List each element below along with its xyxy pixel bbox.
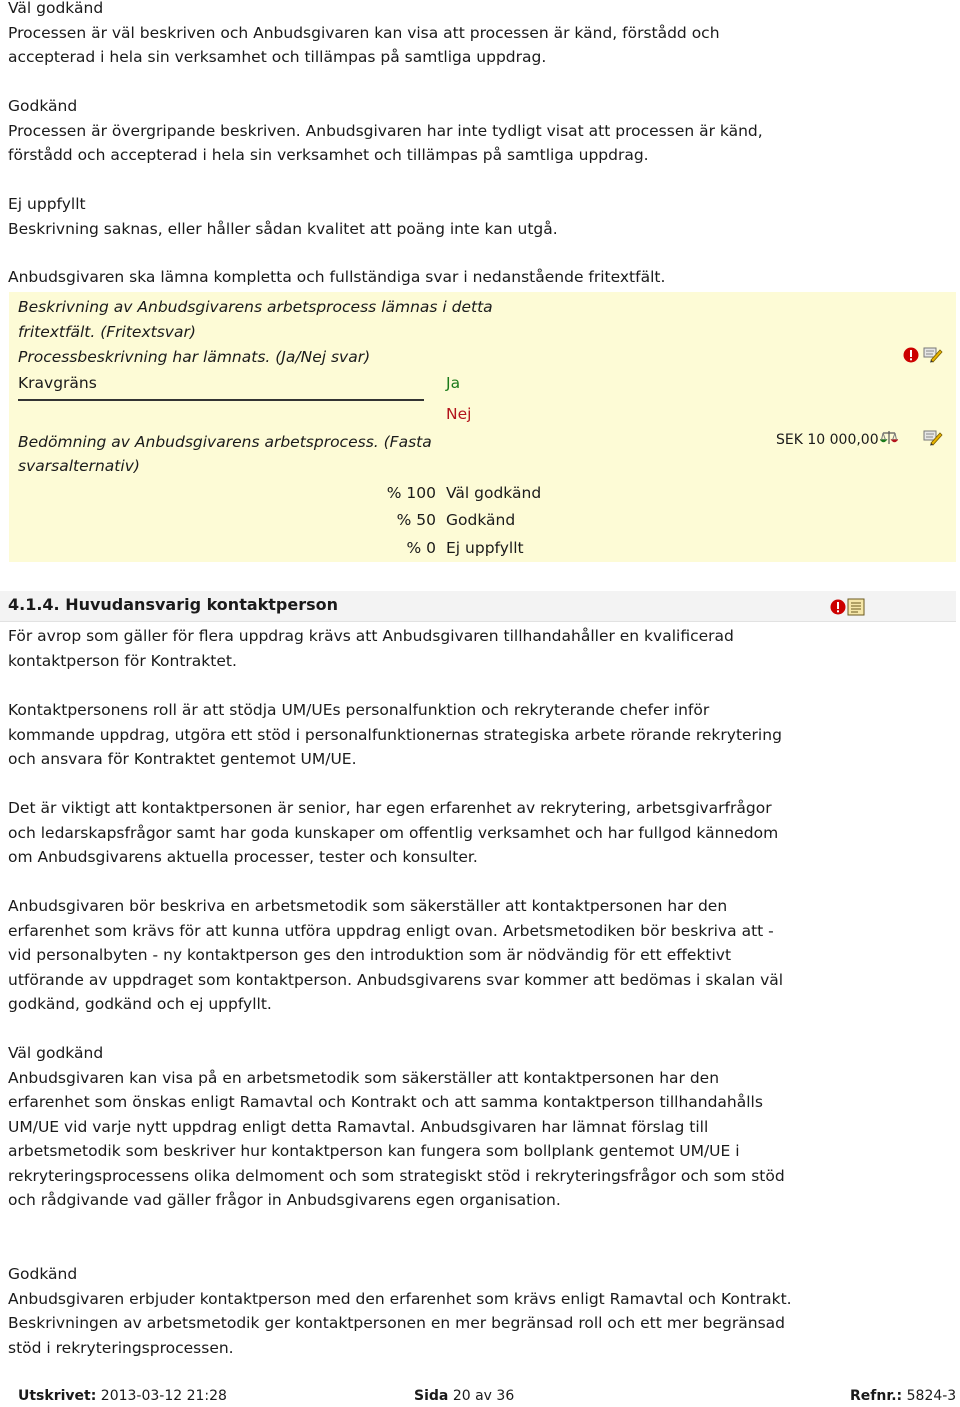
top-text-2	[8, 94, 798, 168]
heading-godkand: Godkänd	[8, 97, 78, 115]
section-block-5	[8, 1041, 793, 1213]
para-instruction: Anbudsgivaren ska lämna kompletta och fullständiga svar i nedanstående fritextfält.	[8, 268, 666, 286]
heading-ej-uppfyllt: Ej uppfyllt	[8, 195, 86, 213]
footer-page-total: 36	[496, 1388, 515, 1404]
footer-printed-label: Utskrivet:	[18, 1388, 97, 1404]
question-fasta: Bedömning av Anbudsgivarens arbetsprocess. (Fasta svarsalternativ)	[18, 433, 432, 475]
option-ja[interactable]: Ja	[446, 374, 461, 392]
amount-value: SEK 10 000,00	[776, 432, 879, 448]
question-fritext: Beskrivning av Anbudsgivarens arbetsprocess lämnas i detta fritextfält. (Fritextsvar)	[18, 298, 493, 341]
footer-page-label: Sida	[414, 1388, 449, 1404]
option-pct-0: % 0	[406, 539, 436, 557]
footer-printed	[18, 1388, 227, 1404]
edit-pencil-icon[interactable]	[923, 345, 943, 367]
footer-page-of: av	[475, 1388, 492, 1404]
heading-godkand-2: Godkänd	[8, 1265, 78, 1283]
question-ja-nej: Processbeskrivning har lämnats. (Ja/Nej svar)	[18, 348, 371, 366]
section-para-6: Anbudsgivaren erbjuder kontaktperson med den erfarenhet som krävs enligt Ramavtal och Kontrakt. Beskrivningen av arbetsmetodik ger kontaktpersonen en mer begränsad roll och ett mer begränsad stöd i rekryteringsprocessen.	[8, 1289, 792, 1357]
section-para-2: Kontaktpersonens roll är att stödja UM/UEs personalfunktion och rekryterande chefer inför kommande uppdrag, utgöra ett stöd i personalfunktionernas strategiska arbete rörande rekrytering och ansvara för Kontraktet gentemot UM/UE.	[8, 701, 782, 768]
warning-icon[interactable]	[830, 599, 846, 619]
option-nej[interactable]: Nej	[446, 405, 472, 423]
kravgrans-label: Kravgräns	[18, 374, 97, 392]
option-label-godkand[interactable]: Godkänd	[446, 511, 516, 529]
section-para-1: För avrop som gäller för flera uppdrag krävs att Anbudsgivaren tillhandahåller en kvalificerad kontaktperson för Kontraktet.	[8, 627, 734, 670]
para-val-godkand: Processen är väl beskriven och Anbudsgivaren kan visa att processen är känd, förstådd och accepterad i hela sin verksamhet och tillämpas på samtliga uppdrag.	[8, 23, 720, 66]
footer-printed-value: 2013-03-12 21:28	[100, 1388, 227, 1404]
section-para-3: Det är viktigt att kontaktpersonen är senior, har egen erfarenhet av rekrytering, arbetsgivarfrågor och ledarskapsfrågor samt har goda kunskaper om offentlig verksamhet och har fullgod kännedom om Anbudsgivarens aktuella processer, tester och konsulter.	[8, 799, 779, 866]
para-godkand: Processen är övergripande beskriven. Anbudsgivaren har inte tydligt visat att processen är känd, förstådd och accepterad i hela sin verksamhet och tillämpas på samtliga uppdrag.	[8, 121, 763, 164]
footer-ref-value: 5824-3	[906, 1388, 957, 1404]
section-para-5: Anbudsgivaren kan visa på en arbetsmetodik som säkerställer att kontaktpersonen har den erfarenhet som önskas enligt Ramavtal och Kontrakt och att samma kontaktperson tillhandahålls UM/UE vid varje nytt uppdrag enligt detta Ramavtal. Anbudsgivaren har lämnat förslag till arbetsmetodik som beskriver hur kontaktperson kan fungera som bollplank gentemot UM/UE i rekryteringsprocessens olika delmoment och som strategiskt stöd i rekryteringsfrågor och som stöd och rådgivande vad gäller frågor in Anbudsgivarens egen organisation.	[8, 1068, 785, 1209]
scales-icon[interactable]	[880, 429, 898, 451]
option-label-val-godkand[interactable]: Väl godkänd	[446, 484, 542, 502]
section-para-4: Anbudsgivaren bör beskriva en arbetsmetodik som säkerställer att kontaktpersonen har den erfarenhet som krävs för att kunna utföra uppdrag enligt ovan. Arbetsmetodiken bör beskriva att - vid personalbyten - ny kontaktperson ges den introduktion som är nödvändig för ett effektivt utförande av uppdraget som kontaktperson. Anbudsgivarens svar kommer att bedömas i skalan väl godkänd, godkänd och ej uppfyllt.	[8, 897, 784, 1013]
footer-ref	[850, 1388, 956, 1404]
document-icon[interactable]	[847, 598, 865, 620]
kravgrans-rule	[18, 399, 424, 401]
option-pct-50: % 50	[396, 511, 436, 529]
warning-icon[interactable]	[903, 347, 919, 367]
footer-page-current: 20	[452, 1388, 471, 1404]
heading-val-godkand: Väl godkänd	[8, 0, 104, 17]
para-ej-uppfyllt: Beskrivning saknas, eller håller sådan kvalitet att poäng inte kan utgå.	[8, 219, 558, 238]
top-text-3	[8, 192, 798, 241]
top-text	[8, 0, 798, 70]
heading-val-godkand-2: Väl godkänd	[8, 1044, 104, 1062]
section-title: 4.1.4. Huvudansvarig kontaktperson	[8, 595, 339, 614]
footer-ref-label: Refnr.:	[850, 1388, 903, 1404]
section-block-6	[8, 1262, 793, 1360]
footer-page	[414, 1388, 514, 1404]
option-pct-100: % 100	[386, 484, 436, 502]
option-label-ej-uppfyllt[interactable]: Ej uppfyllt	[446, 539, 524, 557]
edit-pencil-icon[interactable]	[923, 428, 943, 450]
